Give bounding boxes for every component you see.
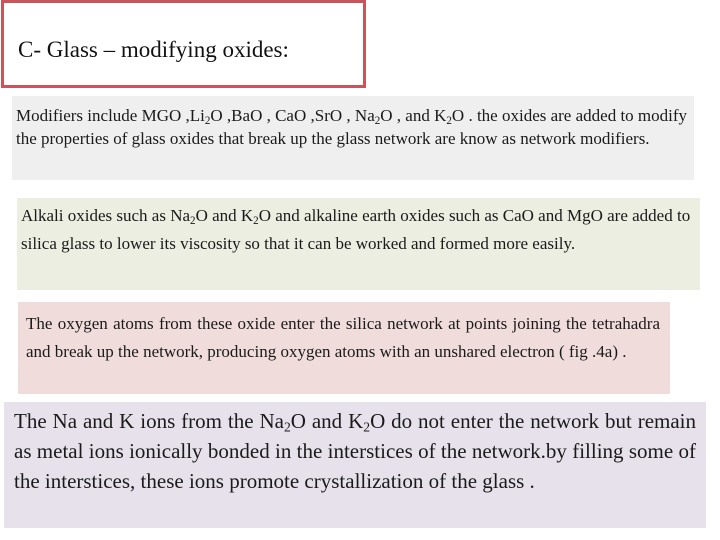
modifiers-paragraph: Modifiers include MGO $,Li_2O$ ,BaO , CaO ,SrO , $Na_2O$ , and $K_2O$ . the oxides are added to modify the properties of glass oxides that break up the glass network are know as network modifiers. [16,106,688,148]
metal-ions-paragraph-box [4,402,706,528]
slide-title: C- Glass – modifying oxides: [18,37,289,62]
oxygen-atoms-paragraph: The oxygen atoms from these oxide enter the silica network at points joining the tetrahadra and break up the network, producing oxygen atoms with an unshared electron ( fig .4a) . [26,314,660,361]
alkali-oxides-paragraph-box [17,198,700,290]
oxygen-atoms-paragraph-box [18,302,670,394]
title-box [1,0,366,88]
modifiers-paragraph-box [12,96,694,180]
alkali-oxides-paragraph: Alkali oxides such as $Na_2O$ and $K_2O$ and alkaline earth oxides such as CaO and MgO are added to silica glass to lower its viscosity so that it can be worked and formed more easily. [21,206,691,253]
metal-ions-paragraph: The Na and K ions from the $Na_2O$ and $K_2O$ do not enter the network but remain as metal ions ionically bonded in the interstices of the network.by filling some of the interstices, these ions promote crystallization of the glass . [14,409,697,493]
